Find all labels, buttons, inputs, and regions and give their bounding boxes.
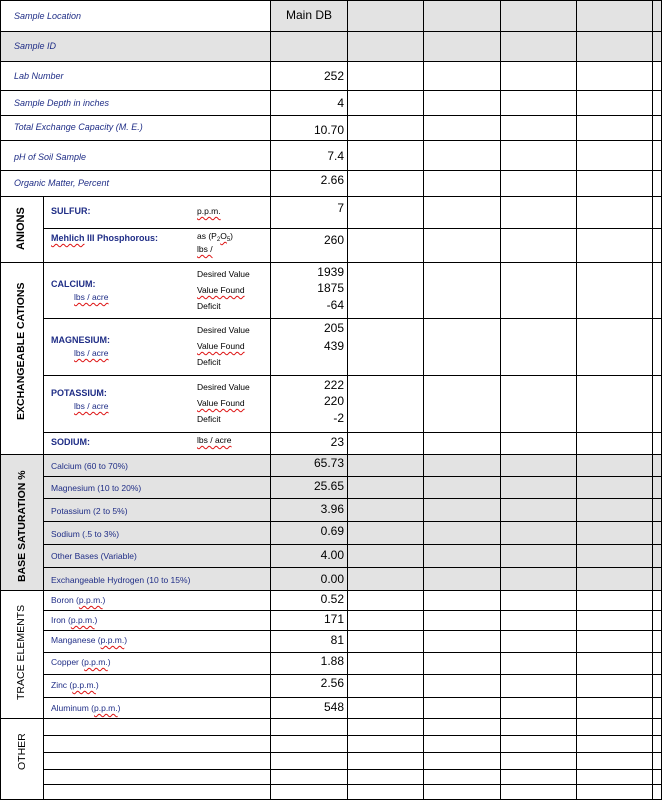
row-line bbox=[43, 610, 662, 611]
row-line bbox=[0, 170, 662, 171]
trace-zinc-label: Zinc (p.p.m.) bbox=[51, 680, 99, 690]
section-divider bbox=[43, 196, 44, 800]
trace-iron-label: Iron (p.p.m.) bbox=[51, 615, 98, 625]
row-line bbox=[43, 432, 662, 433]
bs-hydrogen-value: 0.00 bbox=[320, 572, 344, 586]
phosphorous-unit-line2: lbs / bbox=[197, 244, 213, 254]
magnesium-desired-label: Desired Value bbox=[197, 325, 250, 335]
row-line bbox=[43, 498, 662, 499]
trace-manganese-value: 81 bbox=[330, 633, 344, 647]
potassium-unit: lbs / acre bbox=[74, 401, 109, 411]
column-line bbox=[500, 0, 501, 800]
column-line bbox=[423, 0, 424, 800]
column-line bbox=[347, 0, 348, 800]
row-line bbox=[0, 454, 662, 455]
row-line bbox=[43, 375, 662, 376]
row-line bbox=[43, 567, 662, 568]
bs-magnesium-value: 25.65 bbox=[313, 479, 344, 493]
tec-value: 10.70 bbox=[313, 123, 344, 137]
trace-iron-value: 171 bbox=[323, 612, 344, 626]
lab-number-label: Lab Number bbox=[14, 71, 64, 81]
bs-calcium-label: Calcium (60 to 70%) bbox=[51, 461, 129, 471]
sample-location-label: Sample Location bbox=[14, 11, 82, 21]
row-line bbox=[0, 590, 662, 591]
row-line bbox=[43, 630, 662, 631]
calcium-unit: lbs / acre bbox=[74, 292, 109, 302]
row-line bbox=[43, 652, 662, 653]
potassium-label: POTASSIUM: bbox=[51, 388, 107, 398]
ph-value: 7.4 bbox=[327, 149, 344, 163]
magnesium-unit: lbs / acre bbox=[74, 348, 109, 358]
lab-number-value: 252 bbox=[323, 69, 344, 83]
mehlich-word: Mehlich bbox=[51, 233, 85, 243]
sulfur-label: SULFUR: bbox=[51, 206, 91, 216]
row-line bbox=[43, 784, 662, 785]
phosphorous-label bbox=[51, 234, 158, 243]
magnesium-label: MAGNESIUM: bbox=[51, 335, 110, 345]
phosphorous-rest: III Phosphorous: bbox=[87, 233, 159, 243]
magnesium-deficit-label: Deficit bbox=[197, 357, 221, 367]
other-section-label: OTHER bbox=[16, 733, 28, 770]
sample-depth-label: Sample Depth in inches bbox=[14, 98, 110, 108]
sample-id-label: Sample ID bbox=[14, 41, 57, 51]
trace-aluminum-value: 548 bbox=[323, 700, 344, 714]
ph-label: pH of Soil Sample bbox=[14, 152, 87, 162]
calcium-label: CALCIUM: bbox=[51, 279, 96, 289]
potassium-desired-value: 222 bbox=[323, 378, 344, 392]
row-line bbox=[0, 196, 662, 197]
row-line bbox=[43, 228, 662, 229]
calcium-found-value: 1875 bbox=[317, 281, 344, 295]
calcium-desired-value: 1939 bbox=[317, 265, 344, 279]
bs-hydrogen-label: Exchangeable Hydrogen (10 to 15%) bbox=[51, 575, 191, 585]
phosphorous-unit-line1: as $(P_2O_5)$ bbox=[197, 231, 233, 243]
bs-magnesium-label: Magnesium (10 to 20%) bbox=[51, 483, 142, 493]
sodium-unit: lbs / acre bbox=[197, 435, 232, 445]
potassium-found-label: Value Found bbox=[197, 398, 245, 408]
potassium-deficit-value: -2 bbox=[333, 411, 344, 425]
row-line bbox=[43, 318, 662, 319]
trace-aluminum-label: Aluminum (p.p.m.) bbox=[51, 703, 121, 713]
trace-copper-value: 1.88 bbox=[320, 654, 344, 668]
row-line bbox=[0, 31, 662, 32]
bs-sodium-value: 0.69 bbox=[320, 524, 344, 538]
row-line bbox=[43, 544, 662, 545]
sulfur-value: 7 bbox=[337, 201, 344, 215]
row-line bbox=[0, 90, 662, 91]
calcium-deficit-label: Deficit bbox=[197, 301, 221, 311]
sodium-label: SODIUM: bbox=[51, 437, 90, 447]
row-line bbox=[0, 140, 662, 141]
calcium-desired-label: Desired Value bbox=[197, 269, 250, 279]
row-line bbox=[43, 769, 662, 770]
trace-boron-label: Boron (p.p.m.) bbox=[51, 595, 106, 605]
trace-manganese-label: Manganese (p.p.m.) bbox=[51, 635, 128, 645]
magnesium-desired-value: 205 bbox=[323, 321, 344, 335]
row-line bbox=[0, 262, 662, 263]
potassium-found-value: 220 bbox=[323, 394, 344, 408]
cations-section-label: EXCHANGEABLE CATIONS bbox=[15, 282, 27, 420]
organic-matter-value: 2.66 bbox=[320, 173, 344, 187]
bs-sodium-label: Sodium (.5 to 3%) bbox=[51, 529, 120, 539]
row-line bbox=[0, 61, 662, 62]
sodium-value: 23 bbox=[330, 435, 344, 449]
calcium-found-label: Value Found bbox=[197, 285, 245, 295]
bs-other-value: 4.00 bbox=[320, 548, 344, 562]
magnesium-found-value: 439 bbox=[323, 339, 344, 353]
magnesium-found-label: Value Found bbox=[197, 341, 245, 351]
anions-section-label: ANIONS bbox=[15, 207, 27, 250]
trace-zinc-value: 2.56 bbox=[320, 676, 344, 690]
calcium-deficit-value: -64 bbox=[326, 298, 344, 312]
bs-potassium-label: Potassium (2 to 5%) bbox=[51, 506, 128, 516]
organic-matter-label: Organic Matter, Percent bbox=[14, 178, 110, 188]
row-line bbox=[43, 735, 662, 736]
trace-boron-value: 0.52 bbox=[320, 592, 344, 606]
row-line bbox=[43, 476, 662, 477]
tec-label: Total Exchange Capacity (M. E.) bbox=[14, 122, 143, 132]
potassium-desired-label: Desired Value bbox=[197, 382, 250, 392]
base-saturation-section-label: BASE SATURATION % bbox=[16, 470, 28, 582]
phosphorous-value: 260 bbox=[323, 233, 344, 247]
row-line bbox=[0, 115, 662, 116]
sulfur-unit: p.p.m. bbox=[197, 206, 221, 216]
row-line bbox=[43, 521, 662, 522]
potassium-deficit-label: Deficit bbox=[197, 414, 221, 424]
trace-copper-label: Copper (p.p.m.) bbox=[51, 657, 111, 667]
bs-other-label: Other Bases (Variable) bbox=[51, 551, 137, 561]
column-header-main-db: Main DB bbox=[286, 8, 333, 22]
row-line bbox=[43, 674, 662, 675]
sample-depth-value: 4 bbox=[337, 96, 344, 110]
column-line bbox=[270, 0, 271, 800]
column-line bbox=[576, 0, 577, 800]
row-line bbox=[43, 752, 662, 753]
bs-calcium-value: 65.73 bbox=[313, 456, 344, 470]
trace-section-label: TRACE ELEMENTS bbox=[15, 604, 27, 700]
row-line bbox=[43, 697, 662, 698]
row-line bbox=[0, 718, 662, 719]
bs-potassium-value: 3.96 bbox=[320, 502, 344, 516]
column-line bbox=[652, 0, 653, 800]
